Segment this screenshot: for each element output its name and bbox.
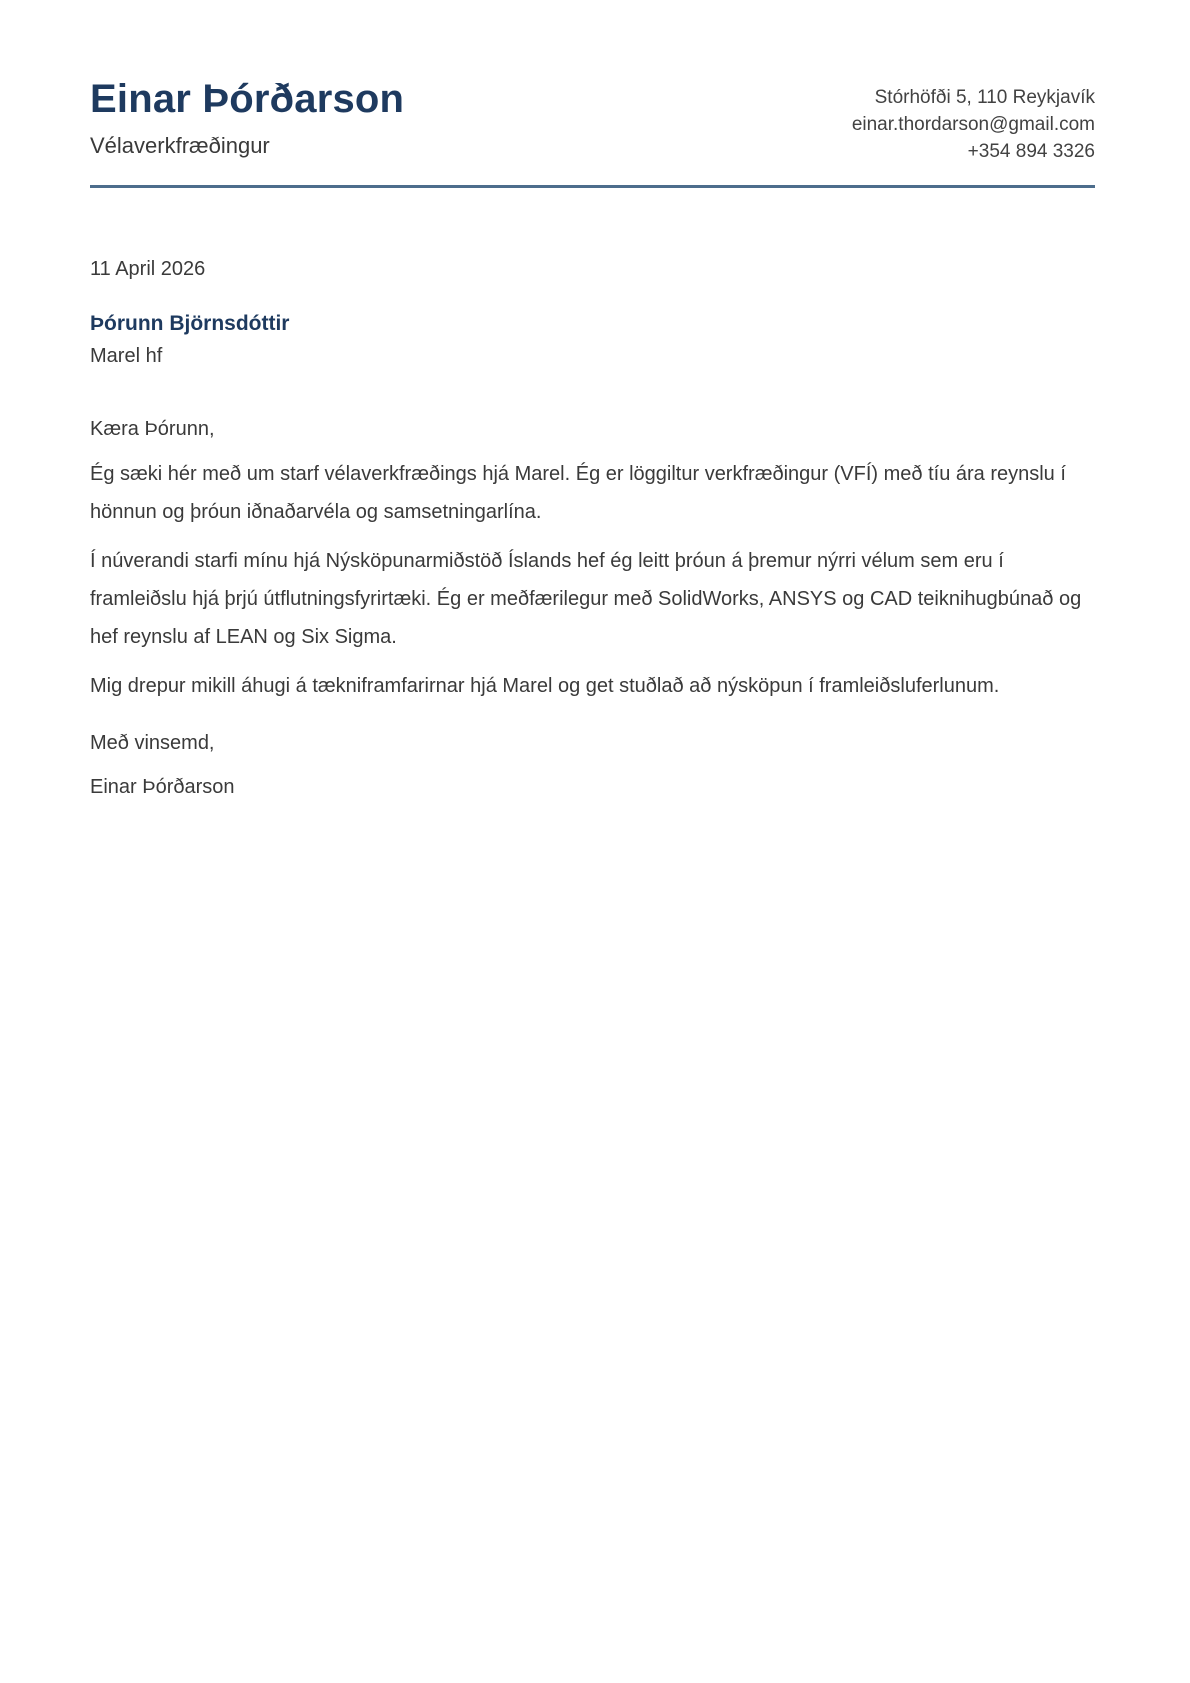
letter-closing: Með vinsemd, [90, 732, 215, 754]
letter-paragraph: Í núverandi starfi mínu hjá Nýsköpunarmiðstöð Íslands hef ég leitt þróun á þremur nýrri vélum sem eru í framleiðslu hjá þrjú útflutningsfyrirtæki. Ég er meðfærilegur með SolidWorks, ANSYS og CAD teiknihugbúnað og hef reynslu af LEAN og Six Sigma. [90, 550, 1082, 648]
letter-body [0, 258, 1190, 806]
letter-greeting: Kæra Þórunn, [90, 418, 215, 440]
letter-paragraph: Ég sæki hér með um starf vélaverkfræðings hjá Marel. Ég er löggiltur verkfræðingur (VFÍ) með tíu ára reynslu í hönnun og þróun iðnaðarvéla og samsetningarlína. [90, 463, 1066, 523]
letter-paragraphs [90, 455, 1095, 705]
letter-signature: Einar Þórðarson [90, 776, 235, 798]
sender-identity [90, 78, 404, 159]
letter-date: 11 April 2026 [90, 258, 206, 280]
contact-address: Stórhöfði 5, 110 Reykjavík [874, 87, 1095, 108]
sender-job-title: Vélaverkfræðingur [90, 133, 270, 158]
recipient-company: Marel hf [90, 345, 163, 367]
contact-block [852, 78, 1095, 165]
contact-email: einar.thordarson@gmail.com [851, 114, 1095, 135]
contact-phone: +354 894 3326 [967, 141, 1095, 162]
recipient-name: Þórunn Björnsdóttir [90, 312, 290, 335]
sender-name: Einar Þórðarson [90, 77, 405, 121]
header-divider [90, 185, 1095, 188]
letter-paragraph: Mig drepur mikill áhugi á tækniframfarirnar hjá Marel og get stuðlað að nýsköpun í framleiðsluferlunum. [90, 675, 1000, 697]
letter-header [0, 0, 1190, 165]
